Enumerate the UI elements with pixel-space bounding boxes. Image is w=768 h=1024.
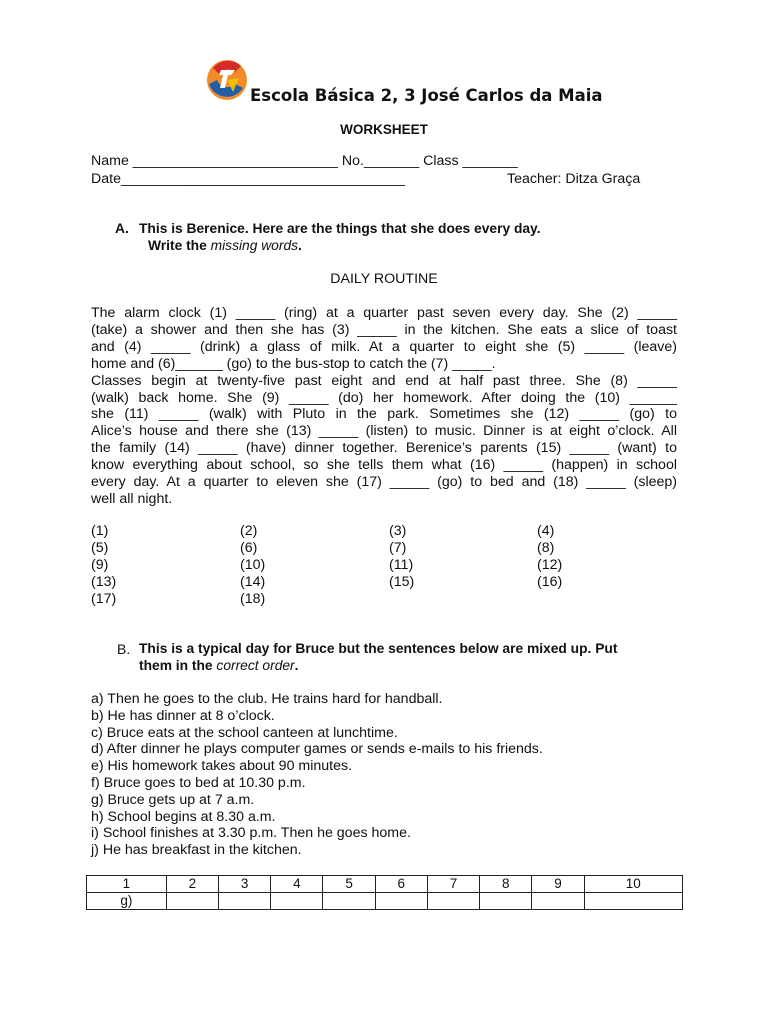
order-number-cell: 7 [427, 876, 479, 893]
answer-slot: (9) [91, 557, 109, 573]
name-line: Name __________________________ No._______ Class _______ [91, 153, 518, 169]
paragraph-line: she (11) _____ (walk) with Pluto in the park. Sometimes she (12) _____ (go) to [91, 406, 677, 423]
paragraph-line: (take) a shower and then she has (3) _____ in the kitchen. She eats a slice of toast [91, 321, 677, 338]
section-b-instruction: them in the correct order. [139, 658, 299, 673]
order-table-number-row [87, 876, 683, 893]
answer-slot: (17) [91, 591, 117, 607]
order-table-answer-row [87, 893, 683, 910]
order-answer-cell[interactable] [219, 893, 271, 910]
sentence-item: f) Bruce goes to bed at 10.30 p.m. [91, 774, 306, 791]
date-line: Date____________________________________ [91, 171, 406, 187]
order-number-cell: 5 [323, 876, 375, 893]
order-number-cell: 4 [271, 876, 323, 893]
sentence-item: a) Then he goes to the club. He trains hard for handball. [91, 691, 443, 707]
paragraph-line: and (4) _____ (drink) a glass of milk. At a quarter to eight she (5) _____ (leave) [91, 338, 677, 355]
order-answer-cell[interactable] [480, 893, 532, 910]
school-logo-icon [205, 58, 249, 102]
answer-slot: (6) [240, 540, 258, 556]
section-a-label: A. [115, 221, 129, 236]
section-b-label: B. [117, 641, 131, 657]
daily-routine-subtitle: DAILY ROUTINE [330, 271, 438, 287]
school-name: Escola Básica 2, 3 José Carlos da Maia [250, 86, 603, 105]
teacher-name: Teacher: Ditza Graça [507, 171, 641, 187]
paragraph-line: The alarm clock (1) _____ (ring) at a quarter past seven every day. She (2) _____ [91, 305, 677, 321]
section-a-title: This is Berenice. Here are the things that she does every day. [139, 221, 541, 236]
answer-slot: (13) [91, 574, 117, 590]
paragraph-line: Classes begin at twenty-five past eight and end at half past three. She (8) _____ [91, 372, 677, 389]
paragraph-line: home and (6)______ (go) to the bus-stop to catch the (7) _____. [91, 355, 496, 372]
routine-paragraph [91, 305, 677, 508]
answer-slot: (4) [537, 523, 555, 539]
order-number-cell: 9 [532, 876, 584, 893]
order-number-cell: 3 [219, 876, 271, 893]
sentence-item: c) Bruce eats at the school canteen at lunchtime. [91, 724, 398, 741]
answer-slot: (5) [91, 540, 109, 556]
order-number-cell: 1 [87, 876, 167, 893]
sentence-item: d) After dinner he plays computer games or sends e-mails to his friends. [91, 741, 543, 758]
sentence-list [91, 691, 543, 859]
paragraph-line: (walk) back home. She (9) _____ (do) her homework. After doing the (10) ______ [91, 389, 677, 406]
answer-slot: (8) [537, 540, 555, 556]
sentence-item: i) School finishes at 3.30 p.m. Then he goes home. [91, 825, 411, 842]
worksheet-title: WORKSHEET [340, 122, 428, 137]
sentence-item: g) Bruce gets up at 7 a.m. [91, 791, 255, 808]
answer-slot: (1) [91, 523, 109, 539]
order-answer-cell[interactable] [584, 893, 682, 910]
order-answer-cell[interactable] [375, 893, 427, 910]
paragraph-line: well all night. [91, 490, 173, 507]
paragraph-line: every day. At a quarter to eleven she (17) _____ (go) to bed and (18) _____ (sleep) [91, 474, 677, 491]
answer-slot: (2) [240, 523, 258, 539]
order-answer-cell[interactable] [166, 893, 218, 910]
section-b-title: This is a typical day for Bruce but the sentences below are mixed up. Put [139, 641, 618, 656]
order-answer-cell[interactable]: g) [87, 893, 167, 910]
order-answer-cell[interactable] [323, 893, 375, 910]
order-table [86, 875, 683, 910]
answer-slot: (16) [537, 574, 563, 590]
answer-slot: (15) [389, 574, 415, 590]
paragraph-line: the family (14) _____ (have) dinner together. Berenice’s parents (15) _____ (want) to [91, 440, 677, 457]
sentence-item: j) He has breakfast in the kitchen. [91, 842, 302, 859]
sentence-item: h) School begins at 8.30 a.m. [91, 808, 276, 825]
answer-slot: (3) [389, 523, 407, 539]
order-number-cell: 6 [375, 876, 427, 893]
paragraph-line: Alice’s house and there she (13) _____ (listen) to music. Dinner is at eight o’clock. All [91, 423, 677, 440]
paragraph-line: know everything about school, so she tells them what (16) _____ (happen) in school [91, 457, 677, 474]
answer-slot: (11) [389, 557, 414, 573]
answer-slot: (14) [240, 574, 266, 590]
section-a-instruction: Write the missing words. [148, 238, 302, 253]
sentence-item: b) He has dinner at 8 o’clock. [91, 707, 275, 724]
sentence-item: e) His homework takes about 90 minutes. [91, 758, 353, 775]
order-answer-cell[interactable] [532, 893, 584, 910]
order-number-cell: 10 [584, 876, 682, 893]
order-number-cell: 8 [480, 876, 532, 893]
order-answer-cell[interactable] [271, 893, 323, 910]
order-answer-cell[interactable] [427, 893, 479, 910]
answer-slot: (12) [537, 557, 563, 573]
answer-slot: (10) [240, 557, 266, 573]
order-number-cell: 2 [166, 876, 218, 893]
answer-slot: (18) [240, 591, 266, 607]
answer-slot: (7) [389, 540, 407, 556]
